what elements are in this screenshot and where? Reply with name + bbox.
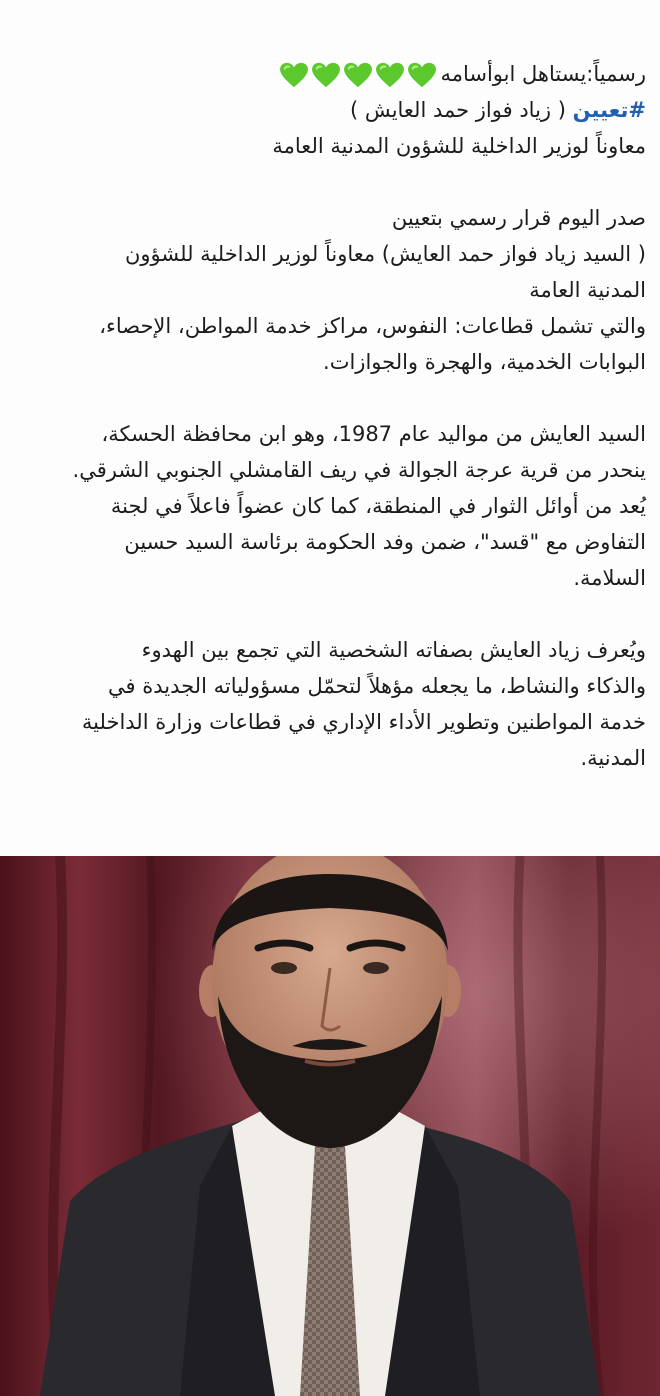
para2-line: ينحدر من قرية عرجة الجوالة في ريف القامشلي الجنوبي الشرقي.: [72, 458, 646, 482]
paragraph-gap: [14, 164, 646, 200]
para1-line: صدر اليوم قرار رسمي بتعيين: [391, 206, 646, 230]
para2-line: التفاوض مع "قسد"، ضمن وفد الحكومة برئاسة السيد حسين: [124, 530, 646, 554]
portrait-photo[interactable]: [0, 856, 660, 1396]
appointee-name: ( زياد فواز حمد العايش ): [350, 98, 573, 122]
para2-line: يُعد من أوائل الثوار في المنطقة، كما كان عضواً فاعلاً في لجنة: [110, 494, 646, 518]
para3-line: خدمة المواطنين وتطوير الأداء الإداري في قطاعات وزارة الداخلية: [81, 710, 646, 734]
para3-line: المدنية.: [580, 746, 646, 770]
green-heart-icon: [375, 62, 405, 88]
post-body: [14, 56, 646, 776]
para1-line: المدنية العامة: [529, 278, 646, 302]
hearts-row: [278, 62, 438, 88]
green-heart-icon: [407, 62, 437, 88]
para1-line: البوابات الخدمية، والهجرة والجوازات.: [323, 350, 646, 374]
post-title-line: [14, 92, 646, 128]
green-heart-icon: [279, 62, 309, 88]
para3-line: والذكاء والنشاط، ما يجعله مؤهلاً لتحمّل مسؤولياته الجديدة في: [108, 674, 646, 698]
portrait-image: [0, 856, 660, 1396]
post-header-line: [14, 56, 646, 92]
para1-line: والتي تشمل قطاعات: النفوس، مراكز خدمة المواطن، الإحصاء،: [99, 314, 646, 338]
paragraph-gap: [14, 596, 646, 632]
paragraph-gap: [14, 380, 646, 416]
green-heart-icon: [311, 62, 341, 88]
green-heart-icon: [343, 62, 373, 88]
para2-line: السيد العايش من مواليد عام 1987، وهو ابن محافظة الحسكة،: [101, 422, 646, 446]
para3-line: ويُعرف زياد العايش بصفاته الشخصية التي تجمع بين الهدوء: [141, 638, 646, 662]
para1-line: ( السيد زياد فواز حمد العايش) معاوناً لوزير الداخلية للشؤون: [124, 242, 646, 266]
post-header-text: رسمياً:يستاهل ابوأسامه: [440, 62, 646, 86]
post-subtitle: معاوناً لوزير الداخلية للشؤون المدنية العامة: [272, 134, 646, 158]
hashtag-link[interactable]: #تعيين: [572, 98, 646, 122]
para2-line: السلامة.: [573, 566, 646, 590]
